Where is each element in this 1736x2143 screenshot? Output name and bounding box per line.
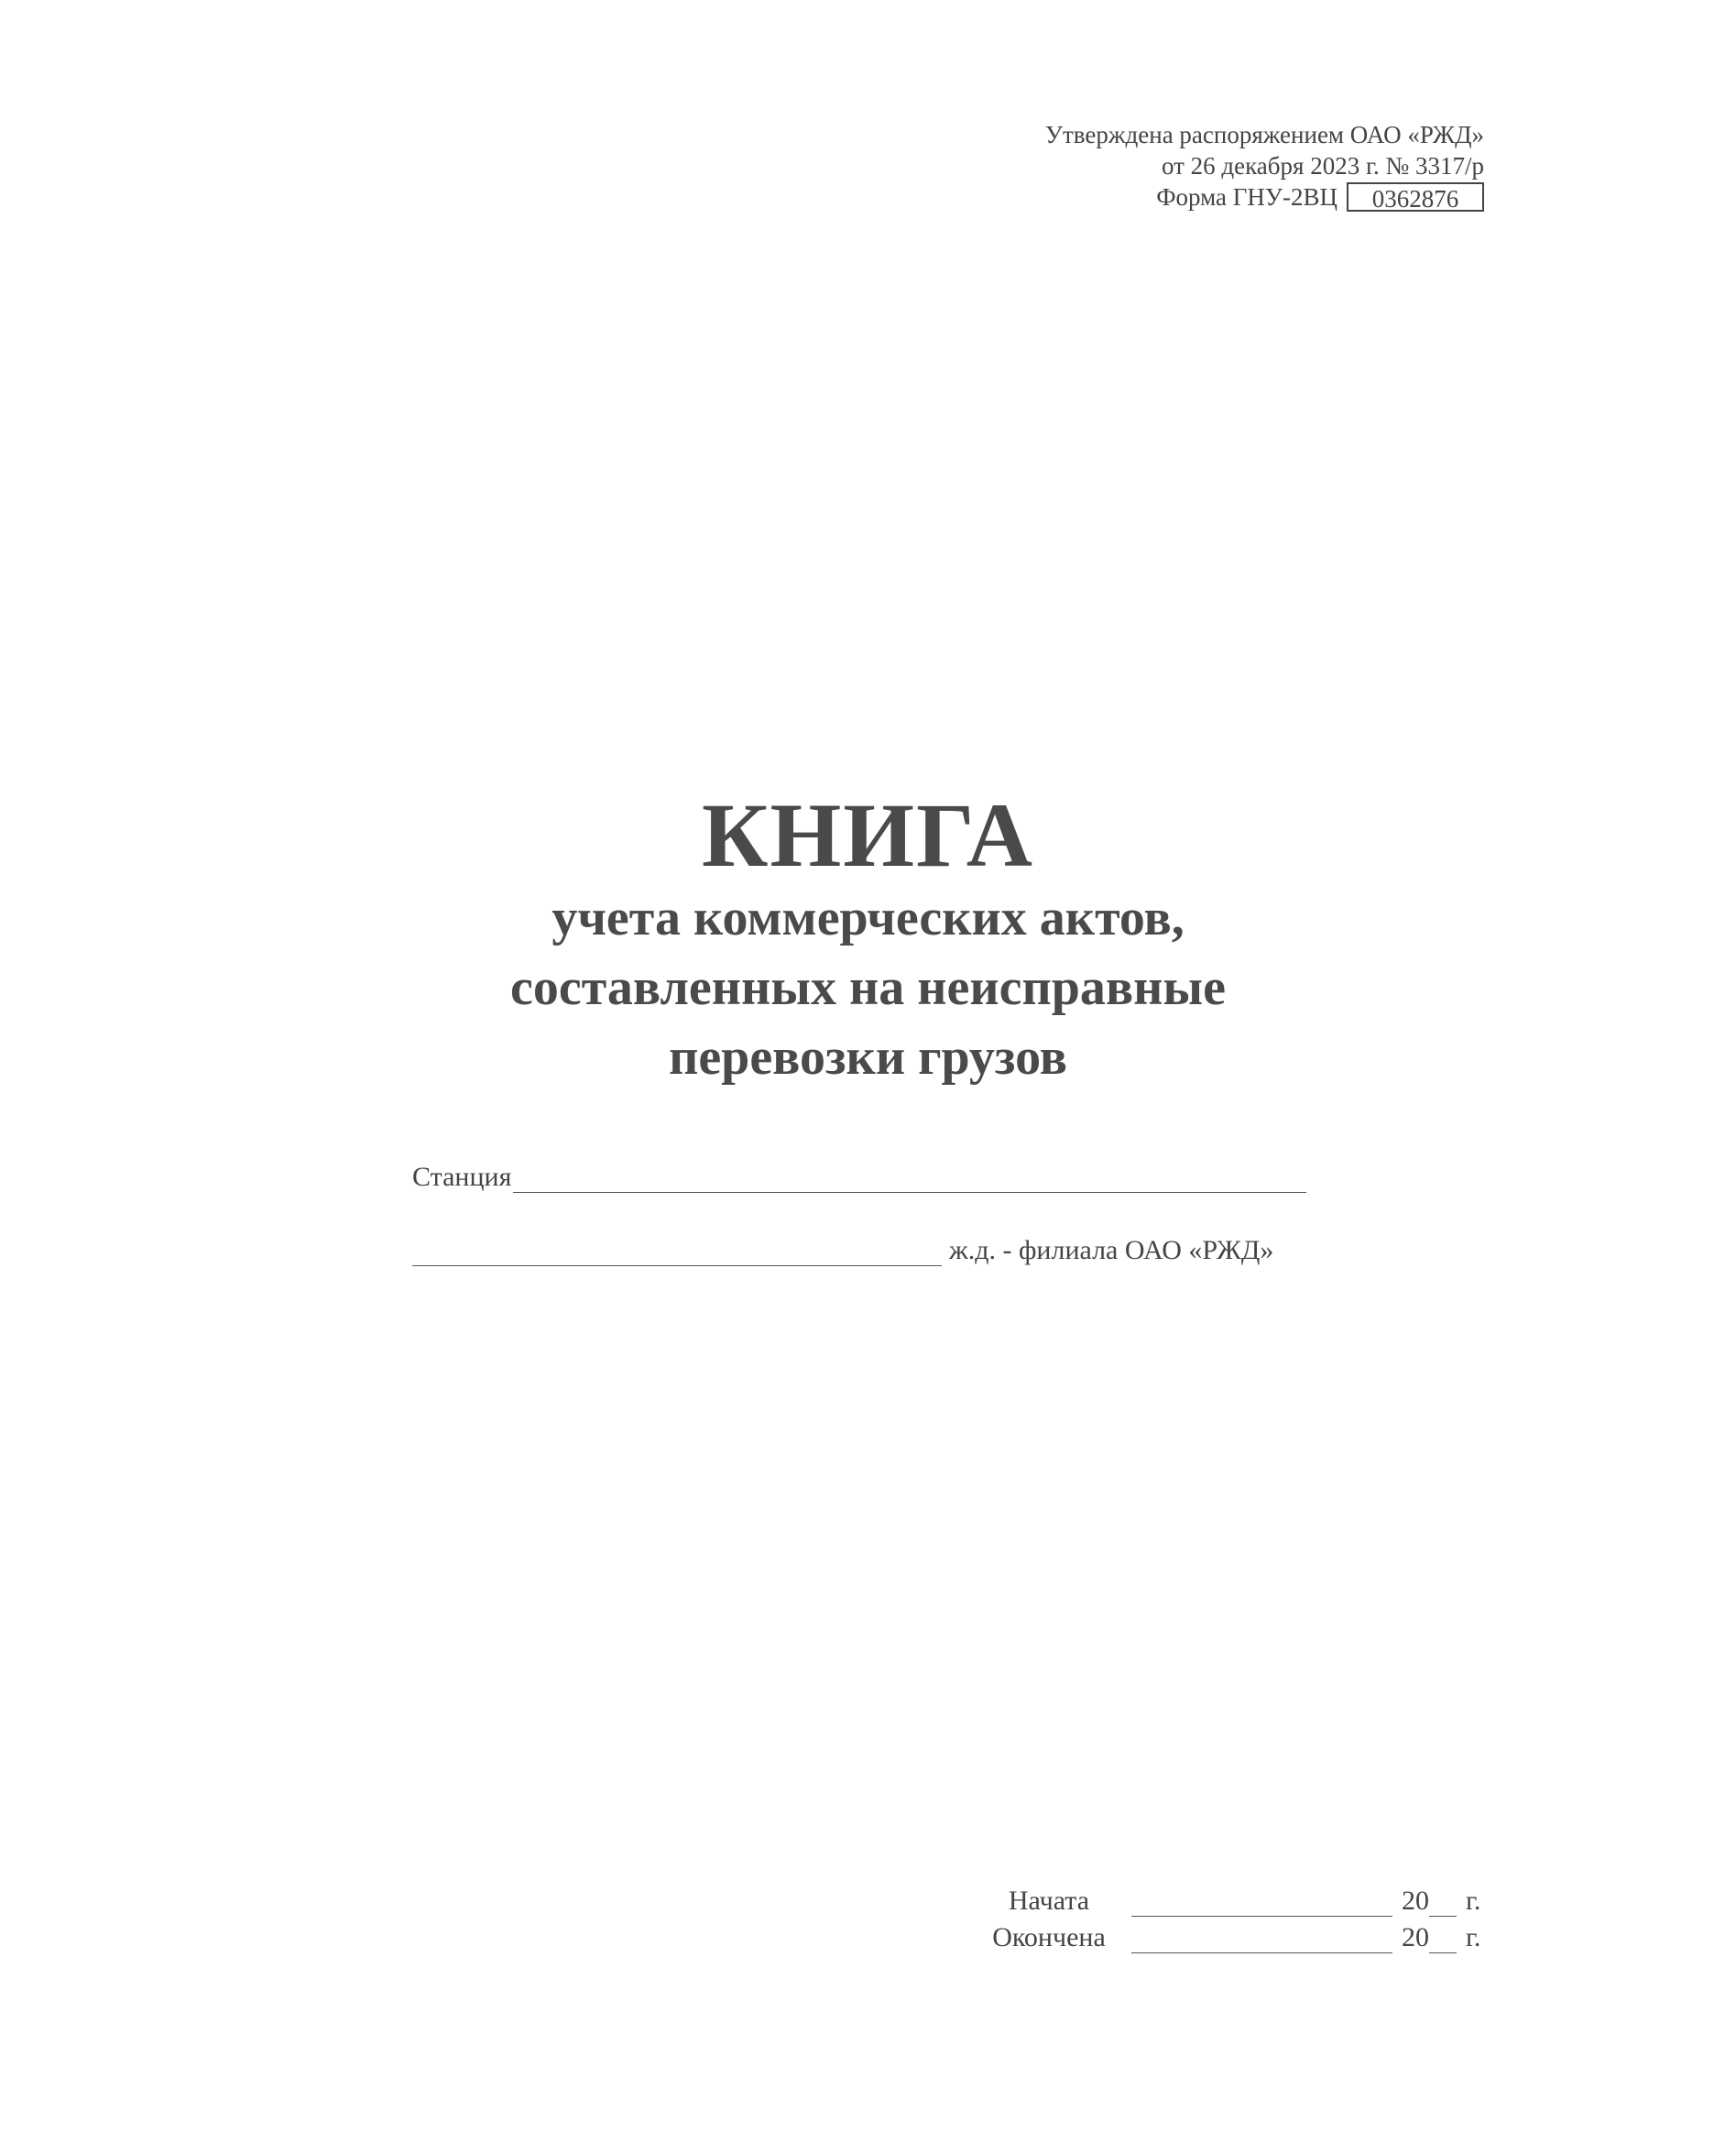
approval-line: Утверждена распоряжением ОАО «РЖД»: [1044, 121, 1484, 148]
railway-blank-line[interactable]: [412, 1238, 942, 1266]
station-label: Станция: [412, 1162, 512, 1192]
started-year-blank[interactable]: [1429, 1890, 1457, 1917]
finished-year-suffix: г.: [1466, 1922, 1481, 1952]
started-year-suffix: г.: [1466, 1886, 1481, 1916]
title-line-3: перевозки грузов: [669, 1029, 1067, 1086]
title-main: КНИГА: [701, 784, 1035, 886]
decree-line: от 26 декабря 2023 г. № 3317/р: [1161, 152, 1484, 180]
form-number-box: 0362876: [1347, 182, 1484, 212]
started-date-field: [976, 1886, 1480, 1917]
approval-header: [1045, 119, 1484, 213]
form-label: Форма ГНУ-2ВЦ: [1156, 183, 1337, 211]
station-field: [412, 1162, 1306, 1193]
finished-year-prefix: 20: [1402, 1922, 1429, 1952]
form-row: [1045, 181, 1484, 213]
finished-date-blank-line[interactable]: [1131, 1925, 1392, 1953]
finished-label: Окончена: [992, 1922, 1106, 1952]
finished-date-field: [976, 1922, 1480, 1953]
finished-year-blank[interactable]: [1429, 1927, 1457, 1953]
station-blank-line[interactable]: [513, 1164, 1306, 1193]
started-date-blank-line[interactable]: [1131, 1888, 1392, 1917]
railway-suffix: ж.д. - филиала ОАО «РЖД»: [949, 1235, 1274, 1265]
book-title: [0, 784, 1736, 1090]
title-line-1: учета коммерческих актов,: [551, 890, 1185, 946]
started-label: Начата: [1008, 1886, 1090, 1916]
started-year-prefix: 20: [1402, 1886, 1429, 1916]
railway-field: [412, 1235, 1273, 1266]
title-line-2: составленных на неисправные: [510, 959, 1226, 1016]
